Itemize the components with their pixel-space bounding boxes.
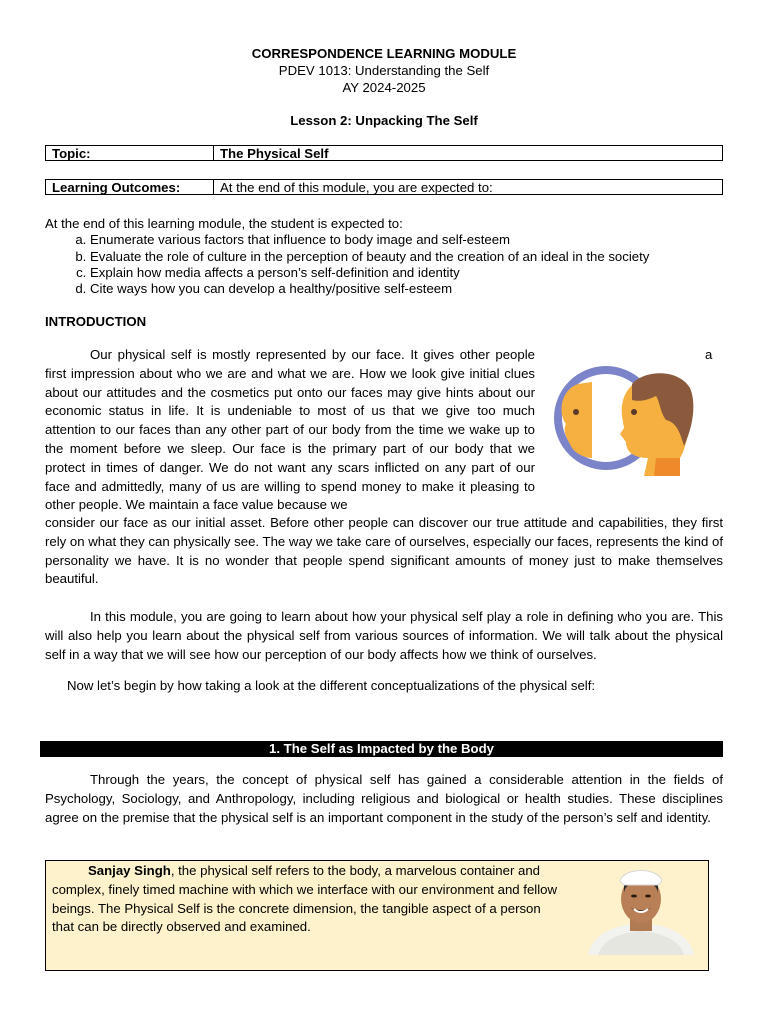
- intro-p1-rest: first impression about who we are and what we are. How we look give initial clues about our attitudes and the cosmetics put onto our faces may give hints about our economic status in life. It is undeniable to most of us that we give too much attention to our faces than any other part of our body from the time we wake up to the moment before we sleep. Our face is the primary part of our body that we protect in times of danger. We do not want any scars inflicted on any part of our face and admittedly, many of us are willing to spend money to make it pleasing to other people. We maintain a face value because we: [45, 365, 535, 513]
- quote-text: [52, 861, 562, 937]
- topic-value: The Physical Self: [220, 146, 329, 161]
- topic-row: [45, 145, 723, 161]
- outcomes-list: [45, 232, 725, 297]
- two-faces-icon: [548, 362, 698, 482]
- intro-p1-word-a: a: [705, 347, 713, 362]
- section-1-body: Through the years, the concept of physical self has gained a considerable attention in the fields of Psychology, Sociology, and Anthropology, including religious and biological or health studies. These disciplines agree on the premise that the physical self is an important component in the study of the person’s self and identity.: [45, 772, 723, 825]
- outcomes-row: [45, 179, 723, 195]
- academic-year: AY 2024-2025: [342, 80, 426, 95]
- lesson-title: Lesson 2: Unpacking The Self: [290, 113, 478, 128]
- intro-p1-first-line: Our physical self is mostly represented by our face. It gives other people: [90, 347, 535, 362]
- section-1-title-bar: 1. The Self as Impacted by the Body: [40, 741, 723, 757]
- intro-paragraph-2: In this module, you are going to learn about how your physical self play a role in defining who you are. This will also help you learn about the physical self from various sources of information. We will talk about the physical self in a way that we will see how our perception of our body affects how we think of ourselves.: [45, 609, 723, 662]
- outcomes-label: Learning Outcomes:: [46, 180, 214, 194]
- outcome-item: c. Explain how media affects a person’s self-definition and identity: [90, 265, 725, 281]
- intro-paragraph-wrapped: [45, 346, 535, 515]
- quote-author: Sanjay Singh: [88, 863, 171, 878]
- intro-paragraph-3: Now let’s begin by how taking a look at the different conceptualizations of the physical self:: [67, 678, 596, 693]
- outcome-item: b. Evaluate the role of culture in the perception of beauty and the creation of an ideal in the society: [90, 249, 725, 265]
- course-name: PDEV 1013: Understanding the Self: [278, 63, 490, 78]
- introduction-heading: INTRODUCTION: [45, 314, 147, 329]
- intro-paragraph-full: consider our face as our initial asset. Before other people can discover our true attitude and capabilities, they first rely on what they can physically see. The way we take care of ourselves, especially our faces, represents the kind of personality we have. It is no wonder that people spend significant amounts of money just to make themselves beautiful.: [45, 515, 723, 587]
- quote-box: [45, 860, 709, 971]
- outcomes-value: At the end of this module, you are expected to:: [220, 180, 493, 195]
- outcomes-intro: At the end of this learning module, the student is expected to:: [45, 216, 403, 231]
- topic-label: Topic:: [46, 146, 214, 160]
- learning-outcomes: [45, 216, 725, 297]
- outcome-item: d. Cite ways how you can develop a healthy/positive self-esteem: [90, 281, 725, 297]
- outcome-item: a. Enumerate various factors that influence to body image and self-esteem: [90, 232, 725, 248]
- quote-body: , the physical self refers to the body, a marvelous container and complex, finely timed machine with which we interface with our environment and fellow beings. The Physical Self is the concrete dimension, the tangible aspect of a person that can be directly observed and examined.: [52, 863, 558, 935]
- sanjay-singh-photo: [578, 863, 704, 955]
- module-title: CORRESPONDENCE LEARNING MODULE: [251, 46, 517, 61]
